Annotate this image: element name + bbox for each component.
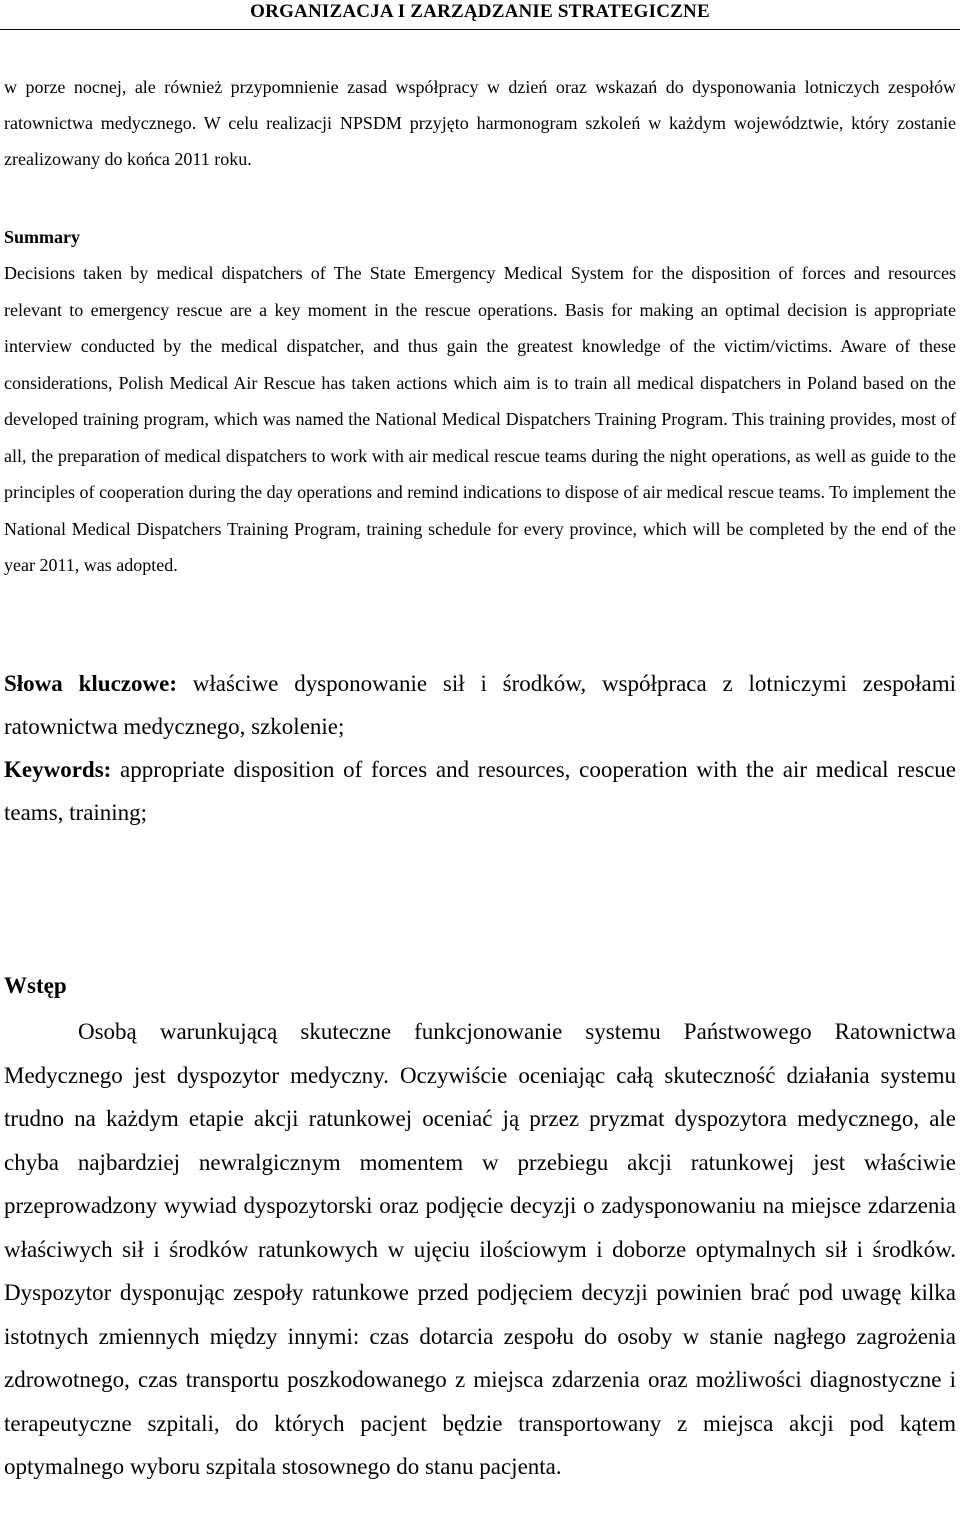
running-header	[0, 0, 960, 32]
summary-paragraph: Decisions taken by medical dispatchers of The State Emergency Medical System for the disposition of forces and resources relevant to emergency rescue are a key moment in the rescue operations. Basis for making an optimal decision is appropriate interview conducted by the medical dispatcher, and thus gain the greatest knowledge of the victim/victims. Aware of these considerations, Polish Medical Air Rescue has taken actions which aim is to train all medical dispatchers in Poland based on the developed training program, which was named the National Medical Dispatchers Training Program. This training provides, most of all, the preparation of medical dispatchers to work with air medical rescue teams during the night operations, as well as guide to the principles of cooperation during the day operations and remind indications to dispose of air medical rescue teams. To implement the National Medical Dispatchers Training Program, training schedule for every province, which will be completed by the end of the year 2011, was adopted.	[4, 263, 956, 575]
header-divider	[0, 29, 960, 30]
keywords-english	[4, 748, 956, 834]
keywords-polish	[4, 662, 956, 748]
keywords-polish-label: Słowa kluczowe:	[4, 671, 177, 696]
keywords-english-label: Keywords:	[4, 757, 112, 782]
introduction-heading: Wstęp	[4, 973, 67, 998]
intro-continuation-paragraph: w porze nocnej, ale również przypomnienie zasad współpracy w dzień oraz wskazań do dysponowania lotniczych zespołów ratownictwa medycznego. W celu realizacji NPSDM przyjęto harmonogram szkoleń w każdym województwie, który zostanie zrealizowany do końca 2011 roku.	[4, 77, 956, 169]
introduction-paragraph	[4, 1010, 956, 1489]
keywords-english-text: appropriate disposition of forces and resources, cooperation with the air medical rescue teams, training;	[4, 757, 956, 825]
journal-section-title: ORGANIZACJA I ZARZĄDZANIE STRATEGICZNE	[250, 1, 710, 22]
introduction-text: Osobą warunkującą skuteczne funkcjonowanie systemu Państwowego Ratownictwa Medycznego jest dyspozytor medyczny. Oczywiście oceniając całą skuteczność działania systemu trudno na każdym etapie akcji ratunkowej oceniać ją przez pryzmat dyspozytora medycznego, ale chyba najbardziej newralgicznym momentem w przebiegu akcji ratunkowej jest właściwie przeprowadzony wywiad dyspozytorski oraz podjęcie decyzji o zadysponowaniu na miejsce zdarzenia właściwych sił i środków ratunkowych w ujęciu ilościowym i doborze optymalnych sił i środków. Dyspozytor dysponując zespoły ratunkowe przed podjęciem decyzji powinien brać pod uwagę kilka istotnych zmiennych między innymi: czas dotarcia zespołu do osoby w stanie nagłego zagrożenia zdrowotnego, czas transportu poszkodowanego z miejsca zdarzenia oraz możliwości diagnostyczne i terapeutyczne szpitali, do których pacjent będzie transportowany z miejsca akcji pod kątem optymalnego wyboru szpitala stosownego do stanu pacjenta.	[4, 1019, 956, 1479]
summary-heading: Summary	[4, 227, 80, 247]
keywords-polish-text: właściwe dysponowanie sił i środków, współpraca z lotniczymi zespołami ratownictwa medycznego, szkolenie;	[4, 671, 956, 739]
